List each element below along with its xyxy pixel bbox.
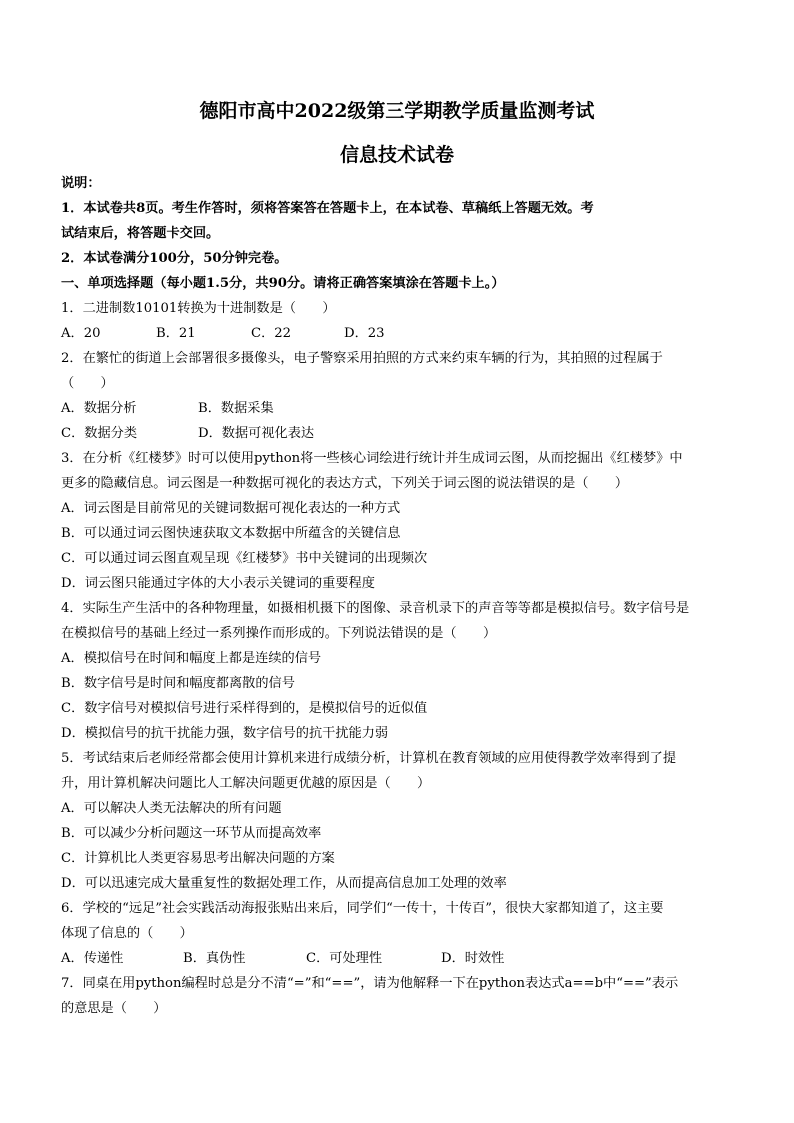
exam-title: 德阳市高中2022级第三学期教学质量监测考试	[199, 100, 595, 122]
option-row	[61, 950, 761, 968]
option: D．时效性	[441, 951, 505, 966]
option: B．可以通过词云图快速获取文本数据中所蕴含的关键信息	[61, 526, 401, 541]
question-stem: 的意思是（ ）	[61, 1001, 167, 1016]
option: C．计算机比人类更容易思考出解决问题的方案	[61, 851, 335, 866]
option: A．模拟信号在时间和幅度上都是连续的信号	[61, 651, 322, 666]
option-row	[61, 425, 761, 443]
option: A．传递性	[61, 951, 124, 966]
exam-subtitle: 信息技术试卷	[339, 144, 454, 166]
question-stem: 体现了信息的（ ）	[61, 926, 193, 941]
option-row	[61, 325, 761, 343]
question-stem: 1．二进制数10101转换为十进制数是（ ）	[61, 301, 336, 316]
note-line: 1．本试卷共8页。考生作答时，须将答案答在答题卡上，在本试卷、草稿纸上答题无效。考	[61, 201, 594, 216]
option: B．数字信号是时间和幅度都离散的信号	[61, 676, 295, 691]
question-stem: 更多的隐藏信息。词云图是一种数据可视化的表达方式，下列关于词云图的说法错误的是（ ）	[61, 476, 629, 491]
option: B．可以减少分析问题这一环节从而提高效率	[61, 826, 322, 841]
question-stem: （ ）	[61, 376, 114, 391]
question-stem: 在模拟信号的基础上经过一系列操作而形成的。下列说法错误的是（ ）	[61, 626, 497, 641]
option: C．22	[251, 326, 292, 341]
option: C．数字信号对模拟信号进行采样得到的，是模拟信号的近似值	[61, 701, 428, 716]
option: D．23	[344, 326, 385, 341]
option: D．模拟信号的抗干扰能力强，数字信号的抗干扰能力弱	[61, 726, 389, 741]
notes-label: 说明：	[61, 176, 101, 191]
option: C．可以通过词云图直观呈现《红楼梦》书中关键词的出现频次	[61, 551, 428, 566]
question-stem: 6．学校的“远足”社会实践活动海报张贴出来后，同学们“一传十，十传百”，很快大家都知道了，这主要	[61, 901, 664, 916]
option: B．21	[156, 326, 196, 341]
option: A．20	[61, 326, 101, 341]
option: D．词云图只能通过字体的大小表示关键词的重要程度	[61, 576, 375, 591]
option: C．数据分类	[61, 426, 138, 441]
option: B．数据采集	[198, 401, 274, 416]
note-line: 2．本试卷满分100分，50分钟完卷。	[61, 251, 288, 266]
option: D．可以迅速完成大量重复性的数据处理工作，从而提高信息加工处理的效率	[61, 876, 507, 891]
question-stem: 3．在分析《红楼梦》时可以使用python将一些核心词绘进行统计并生成词云图，从而挖掘出《红楼梦》中	[61, 451, 683, 466]
question-stem: 5．考试结束后老师经常都会使用计算机来进行成绩分析，计算机在教育领域的应用使得教学效率得到了提	[61, 751, 677, 766]
option: A．数据分析	[61, 401, 137, 416]
option-row	[61, 400, 761, 418]
question-stem: 升，用计算机解决问题比人工解决问题更优越的原因是（ ）	[61, 776, 431, 791]
question-stem: 7．同桌在用python编程时总是分不清“=”和“==”，请为他解释一下在python表达式a==b中“==”表示	[61, 976, 679, 991]
option: C．可处理性	[306, 951, 383, 966]
option: B．真伪性	[183, 951, 246, 966]
question-stem: 4．实际生产生活中的各种物理量，如摄相机摄下的图像、录音机录下的声音等等都是模拟信号。数字信号是	[61, 601, 690, 616]
option: A．词云图是目前常见的关键词数据可视化表达的一种方式	[61, 501, 401, 516]
section-heading: 一、单项选择题（每小题1.5分，共90分。请将正确答案填涂在答题卡上。）	[61, 276, 505, 291]
note-line: 试结束后，将答题卡交回。	[61, 226, 220, 241]
question-stem: 2．在繁忙的街道上会部署很多摄像头，电子警察采用拍照的方式来约束车辆的行为，其拍照的过程属于	[61, 351, 663, 366]
option: A．可以解决人类无法解决的所有问题	[61, 801, 282, 816]
option: D．数据可视化表达	[198, 426, 315, 441]
